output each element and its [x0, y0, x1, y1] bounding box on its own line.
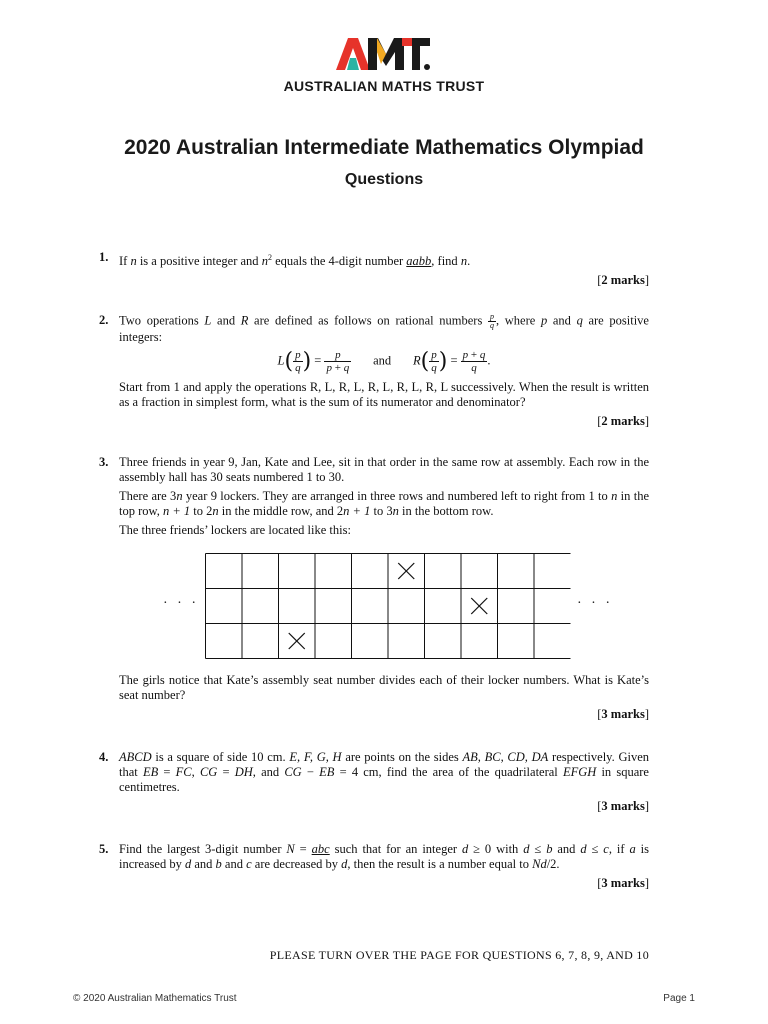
question-text: Two operations L and R are defined as follows on rational numbers $\frac{p}{q}$ , where p and q are positive integers:	[119, 312, 649, 344]
question-text-4: The girls notice that Kate’s assembly seat number divides each of their locker numbers. What is Kate’s seat number?	[119, 673, 649, 702]
ellipsis-right: · · ·	[577, 596, 613, 611]
question-number: 5.	[99, 842, 109, 856]
question-5	[99, 842, 649, 891]
marks-label: [3 marks]	[597, 876, 649, 890]
amt-logo	[0, 36, 768, 94]
marks-label: [3 marks]	[597, 707, 649, 721]
question-number: 3.	[99, 455, 109, 469]
locker-cross-mark	[289, 633, 305, 649]
amt-logo-icon	[336, 36, 432, 72]
question-text-2: There are 3n year 9 lockers. They are arranged in three rows and numbered left to right from 1 to n in the top row, n + 1 to 2n in the middle row, and 2n + 1 to 3n in the bottom row.	[119, 489, 650, 518]
locker-grid	[205, 553, 571, 659]
marks-label: [2 marks]	[597, 273, 649, 288]
fraction: $\frac{p}{q}$	[489, 312, 494, 330]
question-text: Three friends in year 9, Jan, Kate and Lee, sit in that order in the same row at assembly. Each row in the assembly hall has 30 seats numbered 1 to 30.	[119, 455, 649, 484]
question-number: 4.	[99, 750, 109, 764]
question-number: 1.	[99, 250, 109, 264]
and-word: and	[373, 353, 392, 368]
copyright: © 2020 Australian Mathematics Trust	[73, 993, 237, 1004]
org-name: AUSTRALIAN MATHS TRUST	[283, 78, 485, 94]
question-2	[99, 313, 649, 429]
page-title: 2020 Australian Intermediate Mathematics Olympiad	[124, 136, 644, 159]
question-3-continued	[99, 673, 649, 722]
question-1	[99, 250, 649, 288]
question-text: Find the largest 3-digit number N = abc such that for an integer d ≥ 0 with d ≤ b and d ≤ c, if a is increased by d and b and c are decreased by d, then the result is a number equal to Nd/2.	[119, 842, 649, 871]
marks-label: [3 marks]	[597, 799, 649, 813]
marks-label: [2 marks]	[597, 414, 649, 428]
question-number: 2.	[99, 313, 109, 327]
question-text-3: The three friends’ lockers are located like this:	[119, 523, 351, 537]
question-text: If n is a positive integer and $n^2$ equals the 4-digit number aabb, find n.	[119, 253, 471, 269]
ellipsis-left: · · ·	[163, 596, 199, 611]
question-4	[99, 750, 649, 814]
page-number: Page 1	[663, 993, 695, 1004]
locker-cross-mark	[471, 598, 487, 614]
locker-cross-mark	[398, 563, 414, 579]
question-text-2: Start from 1 and apply the operations R, L, R, L, R, L, R, L, R, L successively. When the result is written as a fraction in simplest form, what is the sum of its numerator and denominator?	[119, 380, 649, 409]
operation-definitions: L( $\frac{p}{q}$ ) = $\frac{p}{p + q}$ and R( $\frac{p}{q}$ ) = $\frac{p + q}{q}$ .	[277, 349, 491, 374]
page-subtitle: Questions	[344, 171, 424, 188]
turn-over-note: PLEASE TURN OVER THE PAGE FOR QUESTIONS 6, 7, 8, 9, AND 10	[269, 948, 649, 962]
question-text: ABCD is a square of side 10 cm. E, F, G, H are points on the sides AB, BC, CD, DA respectively. Given that EB = FC, CG = DH, and CG − EB = 4 cm, find the area of the quadrilateral EFGH in square centimetres.	[119, 750, 649, 794]
question-3	[99, 455, 649, 542]
